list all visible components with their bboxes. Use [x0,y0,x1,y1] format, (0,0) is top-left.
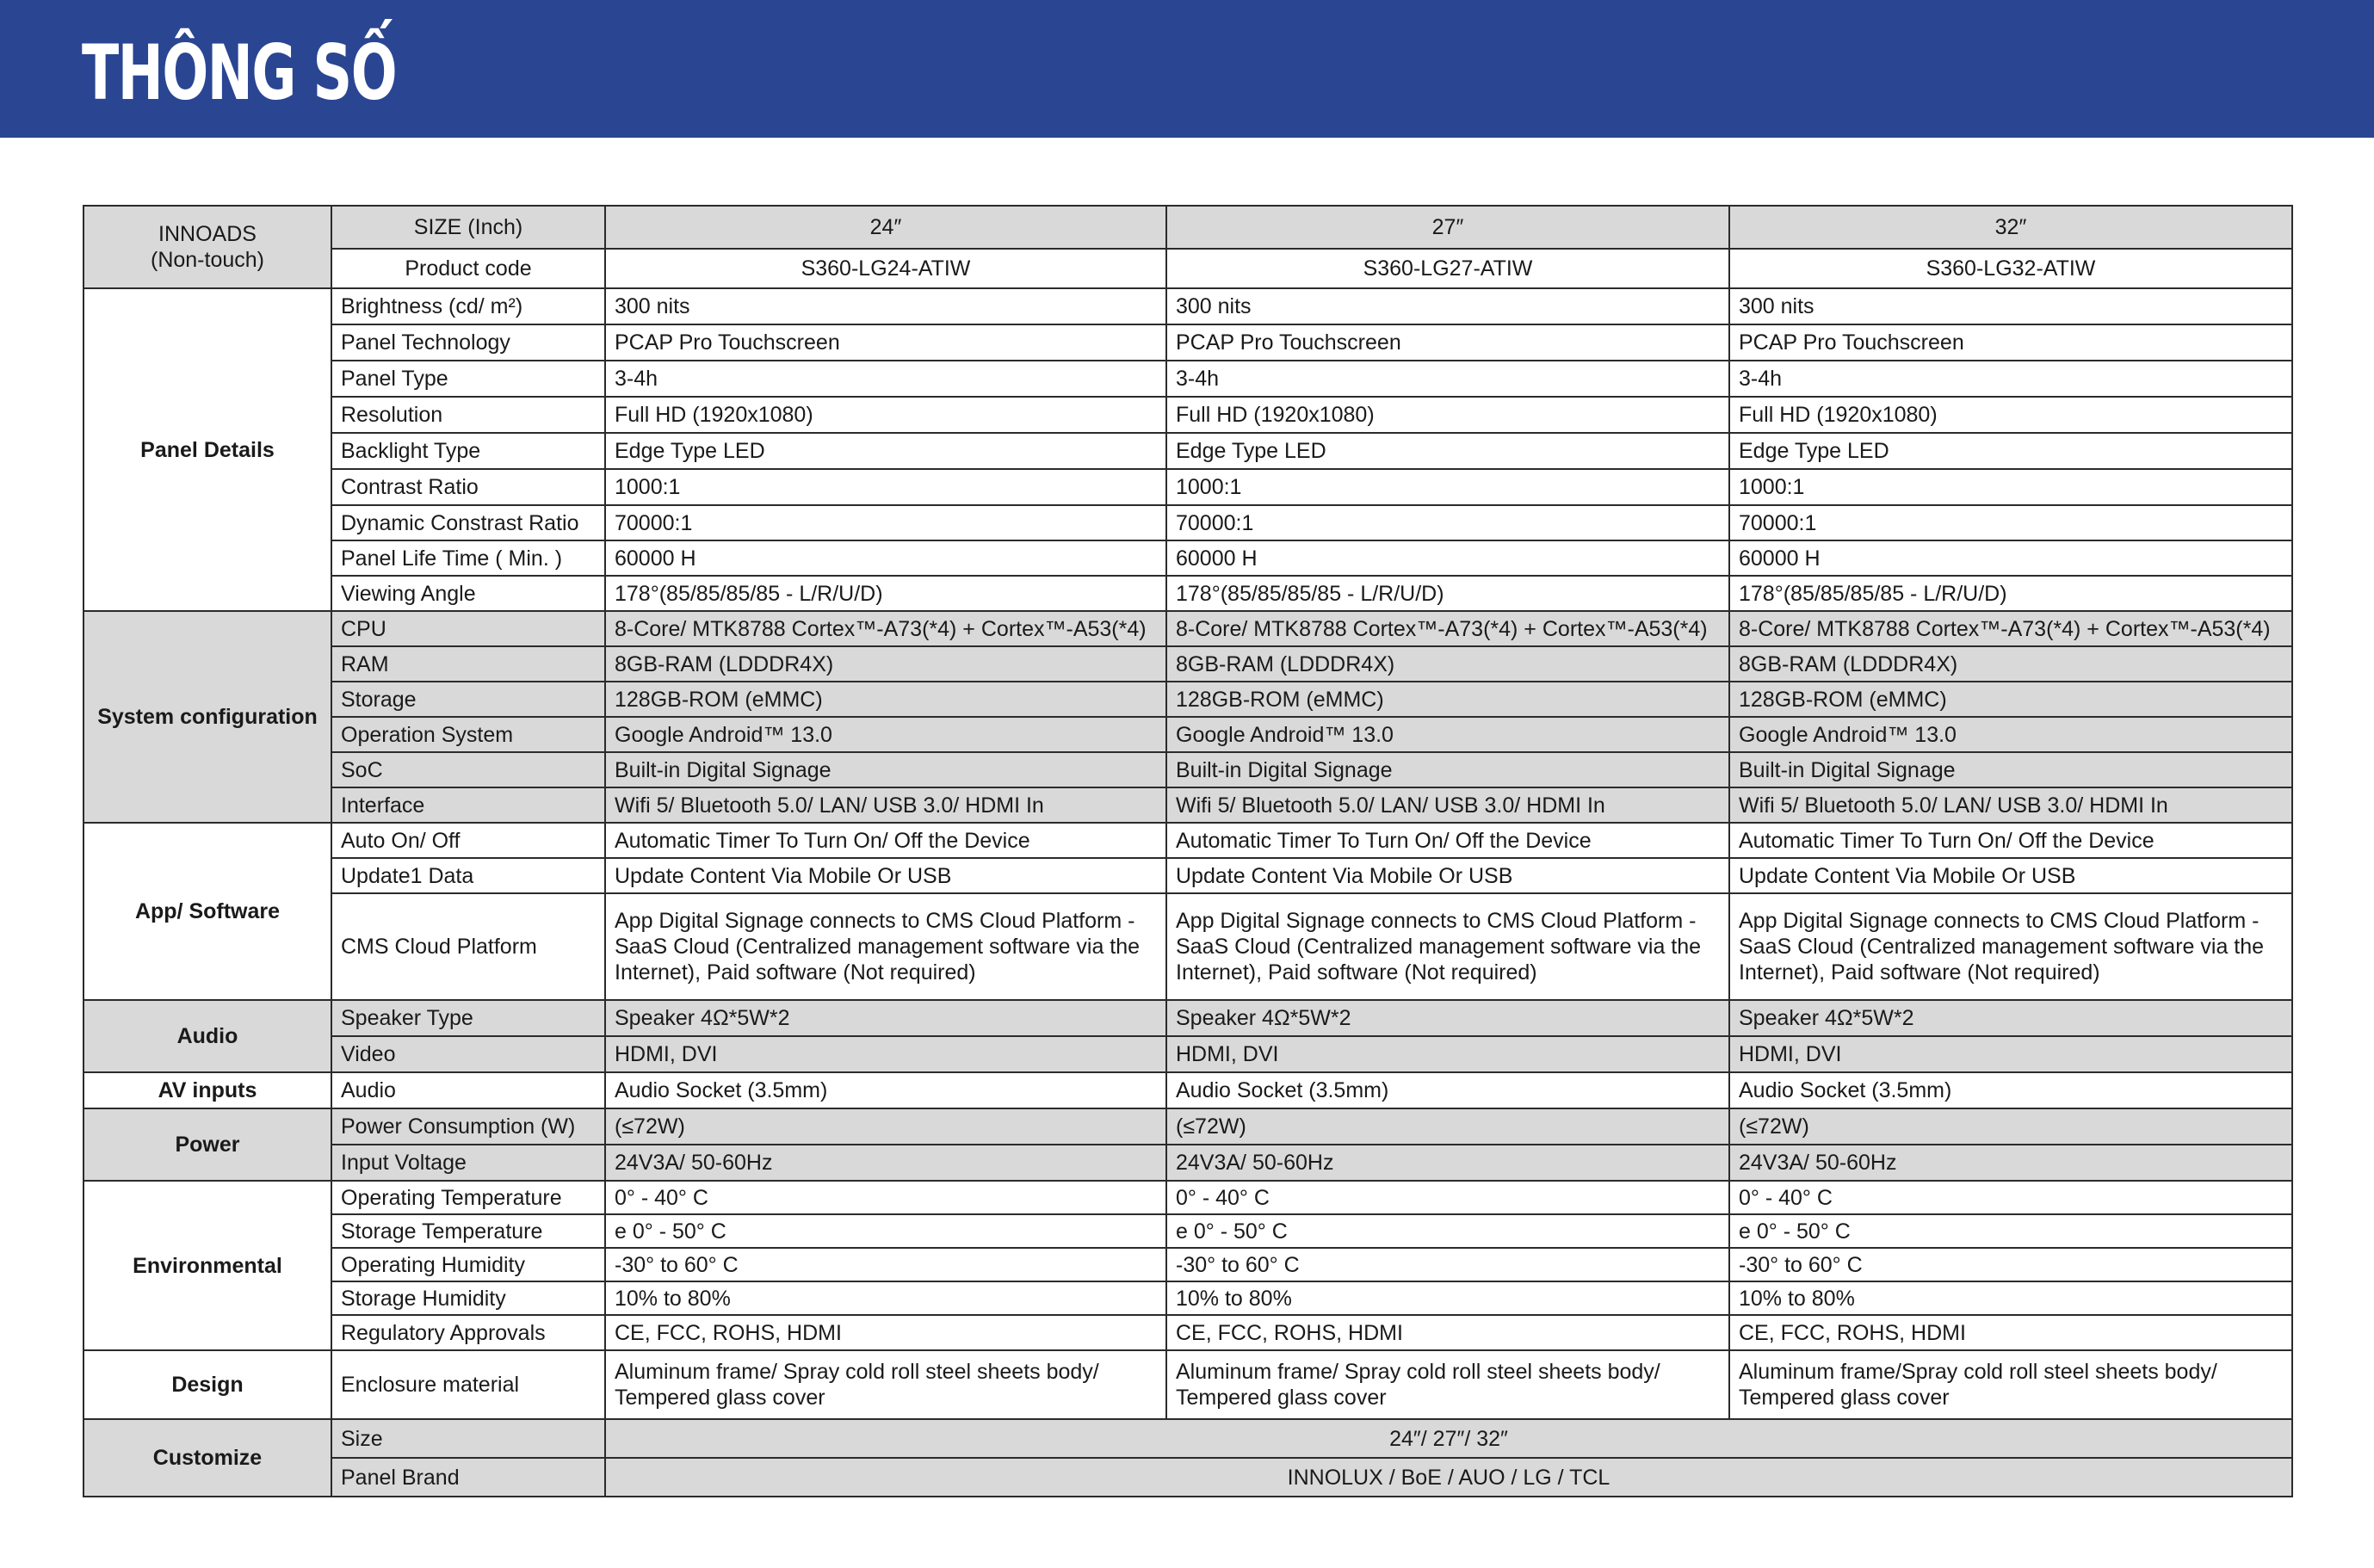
spec-label: Regulatory Approvals [331,1315,605,1350]
spec-value: 128GB-ROM (eMMC) [1166,682,1729,717]
spec-value: 3-4h [1729,361,2292,397]
spec-value: 8GB-RAM (LDDDR4X) [1166,646,1729,682]
spec-value: CE, FCC, ROHS, HDMI [1166,1315,1729,1350]
spec-value: HDMI, DVI [1729,1036,2292,1072]
spec-value: Edge Type LED [605,433,1166,469]
category-cell: Audio [83,1000,331,1072]
spec-label: Panel Type [331,361,605,397]
spec-value: 8-Core/ MTK8788 Cortex™-A73(*4) + Cortex™-A53(*4) [605,611,1166,646]
spec-value: -30° to 60° C [1729,1248,2292,1281]
spec-value: Edge Type LED [1729,433,2292,469]
spec-row [83,1214,2292,1248]
spec-value: 300 nits [605,288,1166,324]
spec-value: 10% to 80% [1166,1281,1729,1315]
spec-value: Speaker 4Ω*5W*2 [1166,1000,1729,1036]
spec-label: Brightness (cd/ m²) [331,288,605,324]
category-cell: Power [83,1108,331,1181]
spec-value: (≤72W) [1166,1108,1729,1145]
spec-value: Full HD (1920x1080) [1166,397,1729,433]
spec-label: Auto On/ Off [331,823,605,858]
spec-value: 1000:1 [1166,469,1729,505]
category-cell: System configuration [83,611,331,823]
spec-value: Wifi 5/ Bluetooth 5.0/ LAN/ USB 3.0/ HDMI In [605,787,1166,823]
spec-value: e 0° - 50° C [605,1214,1166,1248]
spec-value: -30° to 60° C [605,1248,1166,1281]
spec-value: PCAP Pro Touchscreen [605,324,1166,361]
spec-value: 1000:1 [1729,469,2292,505]
spec-value: 3-4h [605,361,1166,397]
spec-value: 300 nits [1166,288,1729,324]
spec-value: Automatic Timer To Turn On/ Off the Device [1729,823,2292,858]
spec-row [83,576,2292,611]
spec-value: 24V3A/ 50-60Hz [1729,1145,2292,1181]
spec-label: Operating Humidity [331,1248,605,1281]
spec-value: 60000 H [1729,540,2292,576]
spec-table [83,205,2293,1497]
spec-value: Aluminum frame/ Spray cold roll steel sheets body/ Tempered glass cover [605,1350,1166,1419]
spec-value: Built-in Digital Signage [1166,752,1729,787]
spec-label: Storage [331,682,605,717]
spec-value: Audio Socket (3.5mm) [605,1072,1166,1108]
spec-row [83,1315,2292,1350]
spec-label: CMS Cloud Platform [331,893,605,1000]
size-value: 24″ [605,206,1166,249]
spec-value: 8GB-RAM (LDDDR4X) [605,646,1166,682]
spec-row [83,1108,2292,1145]
product-code-value: S360-LG27-ATIW [1166,249,1729,288]
category-cell: Customize [83,1419,331,1497]
spec-label: Interface [331,787,605,823]
spec-value: 128GB-ROM (eMMC) [605,682,1166,717]
spec-row [83,1072,2292,1108]
spec-row [83,1145,2292,1181]
spec-value: 0° - 40° C [1166,1181,1729,1214]
spec-row [83,787,2292,823]
product-code-value: S360-LG24-ATIW [605,249,1166,288]
spec-value: 1000:1 [605,469,1166,505]
spec-value: App Digital Signage connects to CMS Cloud Platform - SaaS Cloud (Centralized management software via the Internet), Paid software (Not required) [1166,893,1729,1000]
spec-label: Size [331,1419,605,1458]
spec-value: App Digital Signage connects to CMS Cloud Platform - SaaS Cloud (Centralized management software via the Internet), Paid software (Not required) [605,893,1166,1000]
spec-row [83,823,2292,858]
spec-value: Update Content Via Mobile Or USB [1729,858,2292,893]
product-code-label: Product code [331,249,605,288]
spec-value: Update Content Via Mobile Or USB [605,858,1166,893]
spec-value: 0° - 40° C [605,1181,1166,1214]
corner-line: INNOADS [158,222,257,246]
spec-value: Google Android™ 13.0 [605,717,1166,752]
spec-label: Resolution [331,397,605,433]
spec-value: 178°(85/85/85/85 - L/R/U/D) [605,576,1166,611]
spec-value: 70000:1 [1729,505,2292,540]
spec-label: SoC [331,752,605,787]
corner-cell [83,206,331,288]
spec-row [83,433,2292,469]
spec-label: Panel Technology [331,324,605,361]
spec-value: 60000 H [605,540,1166,576]
spec-value: Automatic Timer To Turn On/ Off the Device [605,823,1166,858]
spec-value: Aluminum frame/Spray cold roll steel sheets body/ Tempered glass cover [1729,1350,2292,1419]
category-cell: AV inputs [83,1072,331,1108]
size-value: 32″ [1729,206,2292,249]
spec-label: RAM [331,646,605,682]
spec-row [83,682,2292,717]
spec-label: Power Consumption (W) [331,1108,605,1145]
spec-value: 178°(85/85/85/85 - L/R/U/D) [1166,576,1729,611]
product-code-value: S360-LG32-ATIW [1729,249,2292,288]
spec-label: Update1 Data [331,858,605,893]
corner-line: (Non-touch) [151,248,264,272]
spec-value: e 0° - 50° C [1729,1214,2292,1248]
size-value: 27″ [1166,206,1729,249]
spec-value: Edge Type LED [1166,433,1729,469]
spec-value: 128GB-ROM (eMMC) [1729,682,2292,717]
spec-value: Speaker 4Ω*5W*2 [605,1000,1166,1036]
spec-value: 300 nits [1729,288,2292,324]
spec-value: 3-4h [1166,361,1729,397]
spec-value: Full HD (1920x1080) [605,397,1166,433]
spec-value: 178°(85/85/85/85 - L/R/U/D) [1729,576,2292,611]
spec-label: Storage Humidity [331,1281,605,1315]
category-cell: Panel Details [83,288,331,611]
spec-label: Panel Life Time ( Min. ) [331,540,605,576]
spec-row [83,1036,2292,1072]
spec-value: (≤72W) [605,1108,1166,1145]
header-banner [0,0,2374,138]
spec-value: 70000:1 [1166,505,1729,540]
spec-label: Backlight Type [331,433,605,469]
spec-label: Operating Temperature [331,1181,605,1214]
spec-value: App Digital Signage connects to CMS Cloud Platform - SaaS Cloud (Centralized management software via the Internet), Paid software (Not required) [1729,893,2292,1000]
spec-value-merged: INNOLUX / BoE / AUO / LG / TCL [605,1458,2292,1497]
spec-value: 8-Core/ MTK8788 Cortex™-A73(*4) + Cortex™-A53(*4) [1729,611,2292,646]
spec-row [83,1248,2292,1281]
spec-value-merged: 24″/ 27″/ 32″ [605,1419,2292,1458]
spec-row [83,540,2292,576]
spec-value: Built-in Digital Signage [1729,752,2292,787]
spec-row [83,1458,2292,1497]
spec-value: (≤72W) [1729,1108,2292,1145]
spec-value: 70000:1 [605,505,1166,540]
spec-value: PCAP Pro Touchscreen [1729,324,2292,361]
spec-row [83,1350,2292,1419]
spec-value: CE, FCC, ROHS, HDMI [605,1315,1166,1350]
header-row-size [83,206,2292,249]
header-row-code [83,249,2292,288]
spec-value: -30° to 60° C [1166,1248,1729,1281]
spec-row [83,1000,2292,1036]
spec-value: Speaker 4Ω*5W*2 [1729,1000,2292,1036]
spec-value: 24V3A/ 50-60Hz [605,1145,1166,1181]
spec-label: Enclosure material [331,1350,605,1419]
spec-label: Viewing Angle [331,576,605,611]
spec-value: Update Content Via Mobile Or USB [1166,858,1729,893]
spec-label: Contrast Ratio [331,469,605,505]
size-label: SIZE (Inch) [331,206,605,249]
spec-value: PCAP Pro Touchscreen [1166,324,1729,361]
category-cell: Design [83,1350,331,1419]
spec-value: 8-Core/ MTK8788 Cortex™-A73(*4) + Cortex™-A53(*4) [1166,611,1729,646]
spec-value: Full HD (1920x1080) [1729,397,2292,433]
spec-row [83,646,2292,682]
spec-label: Speaker Type [331,1000,605,1036]
spec-value: 10% to 80% [1729,1281,2292,1315]
spec-value: 0° - 40° C [1729,1181,2292,1214]
spec-value: Automatic Timer To Turn On/ Off the Device [1166,823,1729,858]
spec-row [83,1181,2292,1214]
spec-row [83,1281,2292,1315]
spec-row [83,288,2292,324]
spec-value: CE, FCC, ROHS, HDMI [1729,1315,2292,1350]
spec-row [83,858,2292,893]
spec-value: Wifi 5/ Bluetooth 5.0/ LAN/ USB 3.0/ HDMI In [1729,787,2292,823]
spec-row [83,469,2292,505]
spec-value: Built-in Digital Signage [605,752,1166,787]
spec-value: Google Android™ 13.0 [1166,717,1729,752]
spec-value: e 0° - 50° C [1166,1214,1729,1248]
spec-label: Dynamic Constrast Ratio [331,505,605,540]
spec-label: Input Voltage [331,1145,605,1181]
category-cell: App/ Software [83,823,331,1000]
page-title: THÔNG SỐ [82,28,397,117]
spec-value: Audio Socket (3.5mm) [1166,1072,1729,1108]
spec-row [83,752,2292,787]
spec-row [83,893,2292,1000]
spec-value: 8GB-RAM (LDDDR4X) [1729,646,2292,682]
spec-value: 24V3A/ 50-60Hz [1166,1145,1729,1181]
spec-value: Google Android™ 13.0 [1729,717,2292,752]
spec-label: Panel Brand [331,1458,605,1497]
spec-label: Operation System [331,717,605,752]
spec-row [83,361,2292,397]
spec-row [83,717,2292,752]
spec-label: Storage Temperature [331,1214,605,1248]
spec-label: Audio [331,1072,605,1108]
spec-label: Video [331,1036,605,1072]
category-cell: Environmental [83,1181,331,1350]
spec-value: 10% to 80% [605,1281,1166,1315]
spec-row [83,505,2292,540]
spec-value: Audio Socket (3.5mm) [1729,1072,2292,1108]
spec-row [83,611,2292,646]
spec-value: HDMI, DVI [605,1036,1166,1072]
spec-value: 60000 H [1166,540,1729,576]
spec-value: HDMI, DVI [1166,1036,1729,1072]
spec-row [83,1419,2292,1458]
spec-label: CPU [331,611,605,646]
spec-row [83,397,2292,433]
spec-row [83,324,2292,361]
spec-value: Wifi 5/ Bluetooth 5.0/ LAN/ USB 3.0/ HDMI In [1166,787,1729,823]
spec-value: Aluminum frame/ Spray cold roll steel sheets body/ Tempered glass cover [1166,1350,1729,1419]
